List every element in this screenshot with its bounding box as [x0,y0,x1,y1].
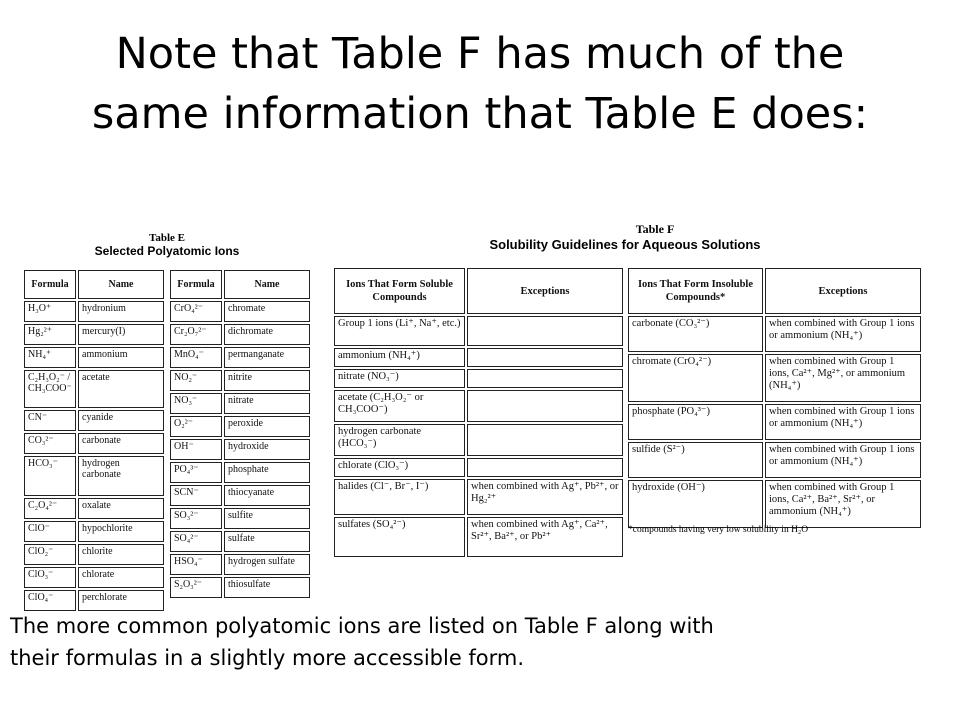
table-row [334,316,623,346]
cell-name: thiosulfate [224,577,310,598]
cell-name: hydrogen sulfate [224,554,310,575]
table-row [170,554,310,575]
table-row [334,390,623,422]
table-row [334,517,623,557]
cell-formula: SCN⁻ [170,485,222,506]
cell-ion: chromate (CrO₄²⁻) [628,354,763,402]
table-row [24,324,164,345]
table-row [628,354,921,402]
cell-exception [467,316,623,346]
cell-name: cyanide [78,410,164,431]
cell-formula: CrO₄²⁻ [170,301,222,322]
cell-name: chlorite [78,544,164,565]
col-header-formula: Formula [170,270,222,299]
table-row [170,462,310,483]
cell-formula: ClO₂⁻ [24,544,76,565]
table-row [170,508,310,529]
table-f-caption [330,221,920,253]
table-row [628,404,921,440]
cell-formula: SO₄²⁻ [170,531,222,552]
cell-ion: chlorate (ClO₃⁻) [334,458,465,477]
col-header-formula: Formula [24,270,76,299]
cell-exception: when combined with Ag⁺, Pb²⁺, or Hg₂²⁺ [467,479,623,515]
cell-name: hydrogen carbonate [78,456,164,496]
cell-ion: acetate (C₂H₃O₂⁻ or CH₃COO⁻) [334,390,465,422]
table-e-heading: Selected Polyatomic Ions [94,244,240,258]
table-row [24,347,164,368]
table-row [628,480,921,528]
cell-name: acetate [78,370,164,408]
cell-name: dichromate [224,324,310,345]
cell-ion: carbonate (CO₃²⁻) [628,316,763,352]
cell-exception: when combined with Group 1 ions, Ca²⁺, Ba²⁺, Sr²⁺, or ammonium (NH₄⁺) [765,480,921,528]
table-row [170,416,310,437]
table-row [24,544,164,565]
table-row [334,369,623,388]
cell-formula: OH⁻ [170,439,222,460]
cell-name: oxalate [78,498,164,519]
table-row [170,577,310,598]
table-row [334,479,623,515]
table-row [170,439,310,460]
caption [10,610,950,674]
cell-ion: hydrogen carbonate (HCO₃⁻) [334,424,465,456]
cell-exception: when combined with Group 1 ions or ammonium (NH₄⁺) [765,442,921,478]
cell-formula: ClO⁻ [24,521,76,542]
cell-formula: H₃O⁺ [24,301,76,322]
cell-formula: ClO₄⁻ [24,590,76,611]
cell-ion: Group 1 ions (Li⁺, Na⁺, etc.) [334,316,465,346]
col-header-name: Name [224,270,310,299]
cell-formula: NO₃⁻ [170,393,222,414]
cell-formula: NO₂⁻ [170,370,222,391]
slide-title [0,24,960,144]
cell-name: ammonium [78,347,164,368]
table-e-caption [22,232,312,258]
cell-name: hydronium [78,301,164,322]
cell-name: peroxide [224,416,310,437]
col-header-exceptions: Exceptions [467,268,623,314]
caption-line-2: their formulas in a slightly more accessible form. [10,646,525,670]
caption-line-1: The more common polyatomic ions are listed on Table F along with [10,614,714,638]
cell-ion: sulfide (S²⁻) [628,442,763,478]
table-row [24,521,164,542]
cell-name: mercury(I) [78,324,164,345]
cell-name: sulfite [224,508,310,529]
cell-name: nitrate [224,393,310,414]
table-row [334,424,623,456]
table-row [170,370,310,391]
cell-exception [467,390,623,422]
cell-formula: Cr₂O₇²⁻ [170,324,222,345]
cell-name: chromate [224,301,310,322]
table-f-soluble [332,266,625,559]
table-row [170,301,310,322]
cell-name: phosphate [224,462,310,483]
table-row [170,531,310,552]
cell-ion: hydroxide (OH⁻) [628,480,763,528]
col-header-soluble: Ions That Form Soluble Compounds [334,268,465,314]
cell-ion: sulfates (SO₄²⁻) [334,517,465,557]
col-header-name: Name [78,270,164,299]
table-e-left [22,268,166,613]
cell-formula: S₂O₃²⁻ [170,577,222,598]
table-row [24,370,164,408]
cell-name: carbonate [78,433,164,454]
cell-name: sulfate [224,531,310,552]
cell-name: hypochlorite [78,521,164,542]
cell-formula: Hg₂²⁺ [24,324,76,345]
table-row [628,316,921,352]
cell-ion: halides (Cl⁻, Br⁻, I⁻) [334,479,465,515]
cell-name: chlorate [78,567,164,588]
table-f-heading: Solubility Guidelines for Aqueous Solutions [489,237,761,252]
cell-formula: O₂²⁻ [170,416,222,437]
table-e-label: Table E [149,232,185,244]
cell-exception [467,348,623,367]
cell-exception: when combined with Group 1 ions, Ca²⁺, Mg²⁺, or ammonium (NH₄⁺) [765,354,921,402]
cell-formula: MnO₄⁻ [170,347,222,368]
title-line-2: same information that Table E does: [91,89,869,139]
cell-formula: CO₃²⁻ [24,433,76,454]
table-row [24,410,164,431]
table-e-right [168,268,312,600]
cell-exception: when combined with Group 1 ions or ammonium (NH₄⁺) [765,404,921,440]
cell-exception [467,458,623,477]
cell-formula: C₂H₃O₂⁻ / CH₃COO⁻ [24,370,76,408]
table-row [170,393,310,414]
title-line-1: Note that Table F has much of the [115,29,845,79]
table-row [24,301,164,322]
table-row [24,456,164,496]
cell-formula: HSO₄⁻ [170,554,222,575]
cell-exception: when combined with Ag⁺, Ca²⁺, Sr²⁺, Ba²⁺, or Pb²⁺ [467,517,623,557]
cell-formula: CN⁻ [24,410,76,431]
cell-formula: ClO₃⁻ [24,567,76,588]
cell-formula: HCO₃⁻ [24,456,76,496]
table-f-insoluble [626,266,923,530]
cell-ion: ammonium (NH₄⁺) [334,348,465,367]
table-row [24,433,164,454]
cell-formula: PO₄³⁻ [170,462,222,483]
cell-name: hydroxide [224,439,310,460]
cell-name: permanganate [224,347,310,368]
cell-formula: C₂O₄²⁻ [24,498,76,519]
table-row [170,347,310,368]
table-row [170,485,310,506]
table-row [334,348,623,367]
cell-formula: SO₃²⁻ [170,508,222,529]
cell-name: perchlorate [78,590,164,611]
table-row [334,458,623,477]
table-row [24,590,164,611]
cell-ion: nitrate (NO₃⁻) [334,369,465,388]
cell-name: thiocyanate [224,485,310,506]
cell-formula: NH₄⁺ [24,347,76,368]
table-row [628,442,921,478]
cell-name: nitrite [224,370,310,391]
cell-ion: phosphate (PO₄³⁻) [628,404,763,440]
table-f-label: Table F [635,222,675,236]
cell-exception [467,424,623,456]
table-row [170,324,310,345]
col-header-insoluble: Ions That Form Insoluble Compounds* [628,268,763,314]
table-row [24,498,164,519]
cell-exception: when combined with Group 1 ions or ammonium (NH₄⁺) [765,316,921,352]
table-f-footnote: *compounds having very low solubility in H₂O [628,525,809,535]
col-header-exceptions: Exceptions [765,268,921,314]
cell-exception [467,369,623,388]
table-row [24,567,164,588]
